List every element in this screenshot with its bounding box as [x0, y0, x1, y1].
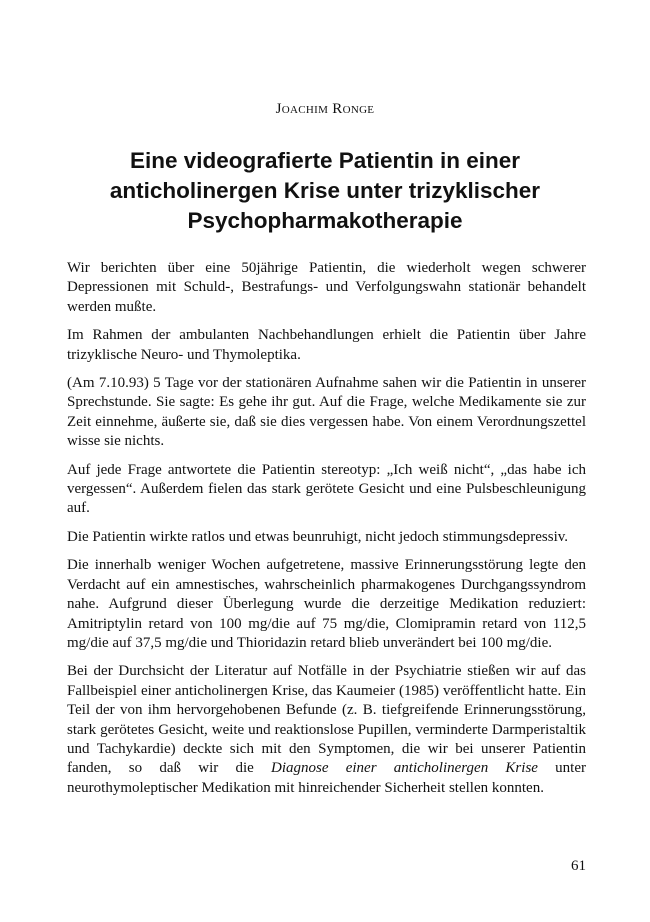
paragraph [67, 662, 586, 798]
paragraph: Wir berichten über eine 50jährige Patientin, die wiederholt wegen schwerer Depressionen mit Schuld-, Bestrafungs- und Verfolgungswahn stationär behandelt werden mußte. [67, 260, 586, 315]
diagnosis-emphasis: Diagnose einer anticholinergen Krise [271, 760, 538, 777]
paragraph: Die innerhalb weniger Wochen aufgetretene, massive Erinnerungsstörung legte den Verdacht auf ein amnestisches, wahrscheinlich pharmakogenes Durchgangssyndrom nahe. Aufgrund dieser Überlegung wurde die derzeitige Medikation reduziert: Amitriptylin retard von 100 mg/die auf 75 mg/die, Clomipramin retard von 112,5 mg/die auf 37,5 mg/die und Thioridazin retard blieb unverändert bei 100 mg/die. [67, 557, 586, 651]
title-line: Psychopharmakotherapie [187, 208, 463, 233]
article-title [60, 146, 590, 236]
paragraph-text: unter neurothymoleptischer Medikation mit hinreichender Sicherheit stellen konnten. [67, 760, 586, 796]
paragraph: (Am 7.10.93) 5 Tage vor der stationären Aufnahme sahen wir die Patientin in unserer Sprechstunde. Sie sagte: Es gehe ihr gut. Auf die Frage, welche Medikamente sie zur Zeit einnehme, äußerte sie, daß sie dies vergessen habe. Von einem Verordnungszettel wisse sie nichts. [67, 375, 586, 450]
paragraph: Die Patientin wirkte ratlos und etwas beunruhigt, nicht jedoch stimmungsdepressiv. [67, 528, 569, 545]
paragraph-text: Bei der Durchsicht der Literatur auf Notfälle in der Psychiatrie stießen wir auf das Fallbeispiel einer anticholinergen Krise, das Kaumeier (1985) veröffentlicht hatte. Ein Teil der von ihm hervorgehobenen Befunde (z. B. tiefgreifende Erinnerungsstörung, stark gerötetes Gesicht, weite und reaktionslose Pupillen, verminderte Darmperistaltik und Tachykardie) deckte sich mit den Symptomen, die wir bei unserer Patientin fanden, so daß wir die [67, 663, 586, 777]
page-number: 61 [571, 858, 586, 874]
title-line: anticholinergen Krise unter trizyklischer [109, 178, 541, 203]
author-name: Joachim Ronge [275, 101, 375, 117]
article-body [67, 259, 586, 807]
title-line: Eine videografierte Patientin in einer [129, 148, 521, 173]
paragraph: Auf jede Frage antwortete die Patientin stereotyp: „Ich weiß nicht“, „das habe ich vergessen“. Außerdem fielen das stark gerötete Gesicht und eine Pulsbeschleunigung auf. [67, 461, 586, 517]
paragraph: Im Rahmen der ambulanten Nachbehandlungen erhielt die Patientin über Jahre trizyklische Neuro- und Thymoleptika. [67, 327, 586, 363]
